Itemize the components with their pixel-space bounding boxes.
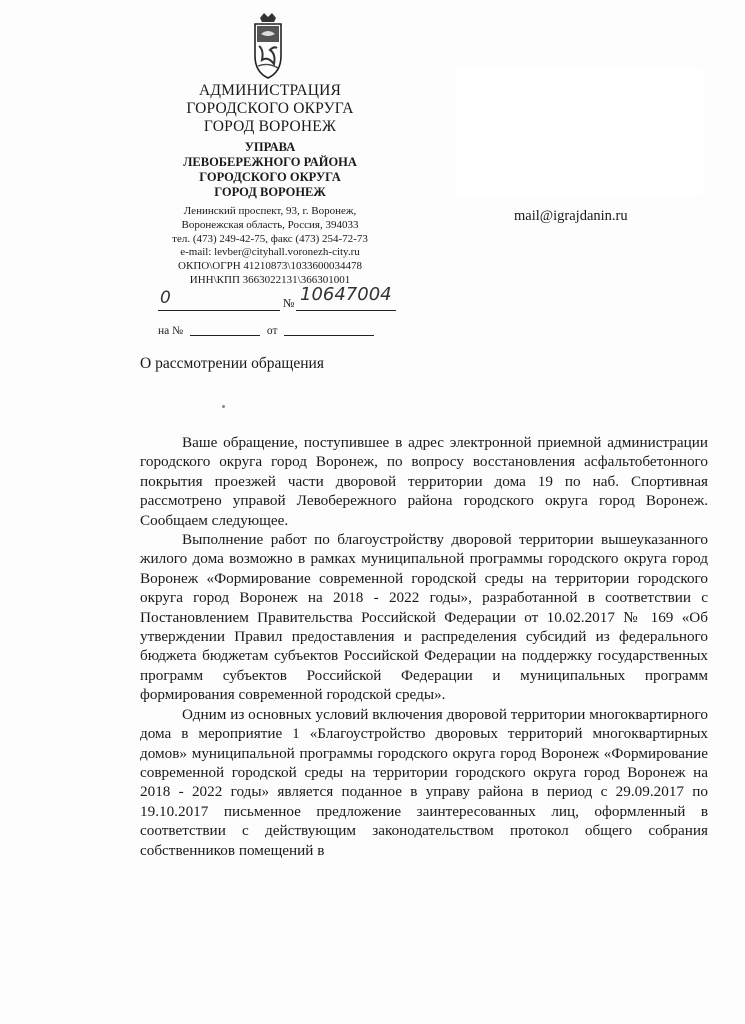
coat-of-arms-emblem xyxy=(250,12,286,82)
body-paragraph: Одним из основных условий включения дворовой территории многоквартирного дома в мероприятие 1 «Благоустройство дворовых территорий многоквартирных домов» муниципальной программы городского округа город Воронеж «Формирование современной городской среды на территории городского округа город Воронеж на 2018 - 2022 годы» является поданное в управу района в период с 29.09.2017 по 19.10.2017 письменное предложение заинтересованных лиц, оформленный в соответствии с действующим законодательством протокол общего собрания собственников помещений в xyxy=(140,705,708,859)
reply-to-line xyxy=(158,325,374,337)
administration-title xyxy=(150,82,390,136)
address-line: ОКПО\ОГРН 41210873\1033600034478 xyxy=(178,260,362,273)
uprava-title xyxy=(150,140,390,200)
handwritten-number: 10647004 xyxy=(300,284,392,305)
address-line: тел. (473) 249-42-75, факс (473) 254-72-73 xyxy=(172,232,368,245)
reply-date-blank xyxy=(284,335,374,336)
address-line: Воронежская область, Россия, 394033 xyxy=(181,218,359,231)
sender-address-block xyxy=(150,205,390,288)
address-line: ИНН\КПП 3663022131\366301001 xyxy=(189,273,351,286)
address-line: e-mail: levber@cityhall.voronezh-city.ru xyxy=(180,246,360,259)
reply-number-blank xyxy=(190,335,260,336)
registration-line xyxy=(158,284,398,316)
uprava-line: ЛЕВОБЕРЕЖНОГО РАЙОНА xyxy=(183,155,357,169)
number-label: № xyxy=(283,296,295,310)
date-underline xyxy=(158,310,280,311)
address-line: Ленинский проспект, 93, г. Воронеж, xyxy=(183,205,357,217)
letter-body xyxy=(140,433,708,860)
admin-line: АДМИНИСТРАЦИЯ xyxy=(198,82,342,99)
body-paragraph: Выполнение работ по благоустройству дворовой территории вышеуказанного жилого дома возможно в рамках муниципальной программы городского округа город Воронеж «Формирование современной городской среды на территории городского округа город Воронеж на 2018 - 2022 годы», разработанной в соответствии с Постановлением Правительства Российской Федерации от 10.02.2017 № 169 «Об утверждении Правил предоставления и распределения субсидий из федерального бюджета бюджетам субъектов Российской Федерации на поддержку государственных программ субъектов Российской Федерации и муниципальных программ формирования современной городской среды». xyxy=(140,531,708,704)
body-paragraph: Ваше обращение, поступившее в адрес электронной приемной администрации городского округа город Воронеж, по вопросу восстановления асфальтобетонного покрытия проезжей части дворовой территории дома 19 по наб. Спортивная рассмотрено управой Левобережного района городского округа город Воронеж. Сообщаем следующее. xyxy=(140,434,708,529)
handwritten-date: 0 xyxy=(160,288,171,308)
from-label: от xyxy=(266,325,278,337)
number-underline xyxy=(296,310,396,311)
recipient-email: mail@igrajdanin.ru xyxy=(514,208,628,224)
letter-subject: О рассмотрении обращения xyxy=(140,355,324,372)
reply-to-label: на № xyxy=(158,325,184,337)
admin-line: ГОРОДСКОГО ОКРУГА xyxy=(186,100,354,117)
admin-line: ГОРОД ВОРОНЕЖ xyxy=(203,118,337,135)
redacted-recipient-area xyxy=(455,68,703,196)
uprava-line: ГОРОД ВОРОНЕЖ xyxy=(214,185,326,199)
uprava-line: ГОРОДСКОГО ОКРУГА xyxy=(199,170,341,184)
scan-speck xyxy=(222,405,225,408)
uprava-line: УПРАВА xyxy=(244,140,296,154)
